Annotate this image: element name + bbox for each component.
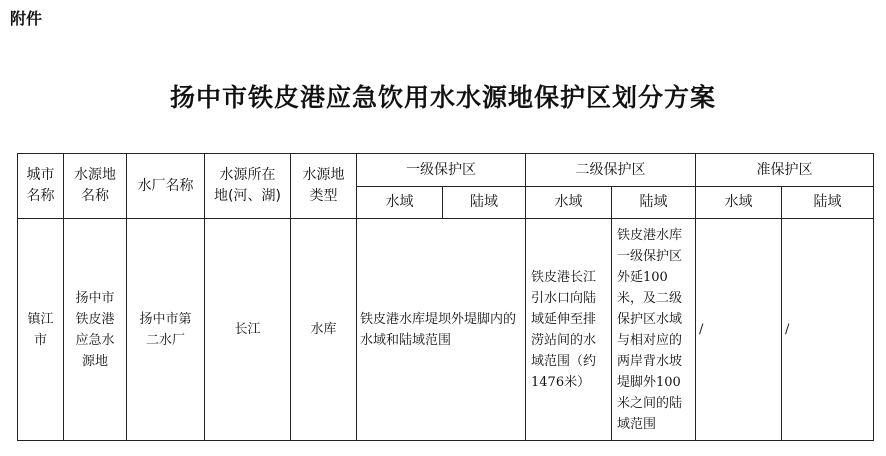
cell-quasi-land: /	[782, 219, 874, 441]
cell-source-name	[64, 219, 127, 441]
header-source-name	[64, 154, 127, 219]
cell-level1-water-land: 铁皮港水库堤坝外堤脚内的水域和陆域范围	[357, 219, 526, 441]
cell-level2-water: 铁皮港长江引水口向陆域延伸至排涝站间的水域范围（约1476米）	[526, 219, 612, 441]
header-source-type	[291, 154, 357, 219]
protection-zone-table	[17, 153, 874, 441]
header-city-line2: 名称	[26, 188, 55, 204]
header-row-1	[18, 154, 874, 187]
header-type-line1: 水源地	[302, 167, 345, 183]
header-quasi-water: 水域	[696, 187, 782, 219]
cell-quasi-water: /	[696, 219, 782, 441]
cell-plant-name-text: 扬中市第二水厂	[139, 311, 192, 348]
header-type-line2: 类型	[309, 188, 338, 204]
header-level2-water: 水域	[526, 187, 612, 219]
header-level2-land: 陆域	[612, 187, 696, 219]
header-source-line1: 水源地	[74, 167, 116, 183]
header-city-line1: 城市	[26, 167, 55, 183]
header-level1: 一级保护区	[357, 154, 526, 187]
attachment-label: 附件	[10, 9, 43, 28]
header-source-line2: 名称	[81, 188, 109, 204]
cell-level2-land: 铁皮港水库一级保护区外延100米，及二级保护区水域与相对应的两岸背水坡堤脚外100米之间的陆域范围	[612, 219, 696, 441]
cell-city: 镇江市	[18, 219, 64, 441]
cell-location: 长江	[205, 219, 291, 441]
header-location-line1: 水源所在	[219, 167, 276, 183]
header-quasi-land: 陆域	[782, 187, 874, 219]
header-quasi: 准保护区	[696, 154, 874, 187]
header-level1-land: 陆域	[443, 187, 526, 219]
page-title: 扬中市铁皮港应急饮用水水源地保护区划分方案	[169, 83, 716, 112]
header-level2: 二级保护区	[526, 154, 696, 187]
cell-plant-name	[127, 219, 205, 441]
header-level1-water: 水域	[357, 187, 443, 219]
cell-source-name-text: 扬中市铁皮港应急水源地	[75, 290, 115, 369]
header-plant-text: 水厂名称	[137, 177, 194, 194]
header-city	[18, 154, 64, 219]
cell-source-type: 水库	[291, 219, 357, 441]
header-location-line2: 地(河、湖)	[214, 188, 281, 204]
table-row	[18, 219, 874, 441]
header-location	[205, 154, 291, 219]
header-plant-name	[127, 154, 205, 219]
